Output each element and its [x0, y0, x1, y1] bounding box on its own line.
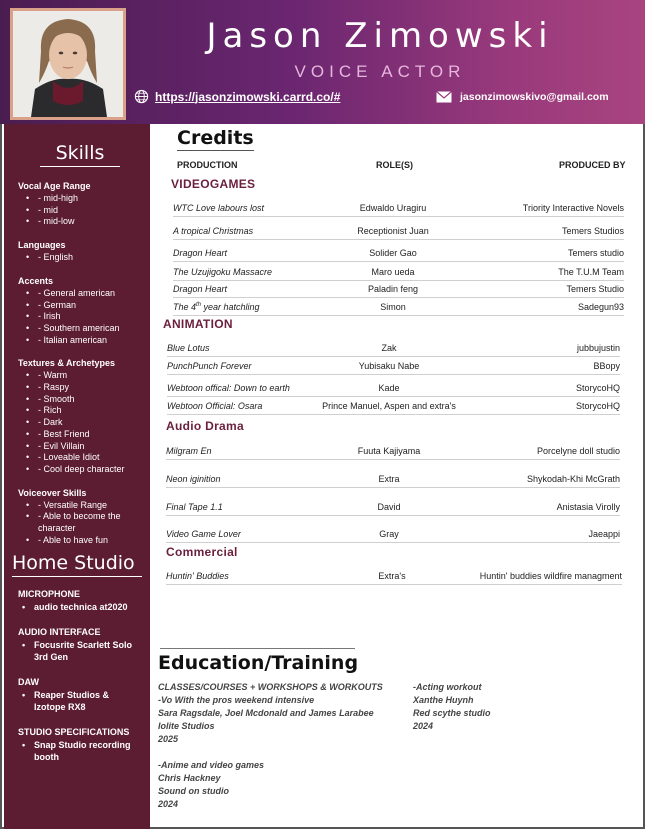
list-item: • - Irish	[18, 311, 142, 323]
list-item: • Focusrite Scarlett Solo 3rd Gen	[18, 639, 142, 663]
envelope-icon	[436, 91, 452, 103]
list-item: • - Cool deep character	[18, 464, 142, 476]
credit-production: Dragon Heart	[173, 284, 228, 294]
credit-role: Simon	[380, 302, 406, 312]
credit-category-title: Commercial	[166, 545, 238, 559]
education-line: Sound on studio	[158, 786, 229, 796]
skills-section-title: Languages	[18, 240, 66, 251]
column-header-produced-by: PRODUCED BY	[559, 160, 626, 170]
list-item: • - Able to have fun	[18, 535, 142, 547]
credit-production: A tropical Christmas	[173, 226, 254, 236]
skills-list	[18, 370, 142, 475]
header-banner	[0, 0, 645, 124]
studio-section-title: AUDIO INTERFACE	[18, 627, 101, 638]
list-item: • - Loveable Idiot	[18, 452, 142, 464]
education-left-column	[158, 681, 408, 811]
education-line: -Acting workout	[413, 682, 482, 692]
education-line: -Anime and video games	[158, 760, 265, 770]
list-item: • - Warm	[18, 370, 142, 382]
credit-role: Kade	[378, 383, 400, 393]
home-studio-title: Home Studio	[12, 552, 142, 577]
credit-produced-by: Temers Studio	[566, 284, 624, 294]
credit-production: Webtoon Official: Osara	[167, 401, 263, 411]
credit-production: Final Tape 1.1	[166, 502, 223, 512]
credit-role: Prince Manuel, Aspen and extra's	[322, 401, 456, 411]
credit-produced-by: StorycoHQ	[575, 383, 620, 393]
education-line	[158, 746, 408, 759]
column-header-production: PRODUCTION	[177, 160, 238, 170]
credit-role: Paladin feng	[367, 284, 419, 294]
credit-role: David	[377, 502, 401, 512]
credit-row	[173, 203, 624, 217]
email-address[interactable]: jasonzimowskivo@gmail.com	[460, 91, 609, 103]
credit-produced-by: The T.U.M Team	[558, 267, 624, 277]
website-link[interactable]	[134, 89, 340, 104]
list-item: • - Able to become the character	[18, 511, 142, 534]
list-item: • - mid-low	[18, 216, 142, 228]
credit-role: Zak	[381, 343, 397, 353]
credit-produced-by: jubbujustin	[576, 343, 620, 353]
skills-list	[18, 252, 142, 264]
credit-role: Fuuta Kajiyama	[357, 446, 421, 456]
credit-produced-by: Anistasia Virolly	[556, 502, 620, 512]
header-name: Jason Zimowski	[206, 16, 554, 56]
studio-list	[18, 689, 142, 713]
list-item: • - mid-high	[18, 193, 142, 205]
credit-row	[167, 343, 620, 357]
credit-produced-by: BBopy	[593, 361, 620, 371]
list-item: • - General american	[18, 288, 142, 300]
credit-role: Extra's	[378, 571, 406, 581]
credit-produced-by: Temers Studios	[561, 226, 624, 236]
list-item: • - Southern american	[18, 323, 142, 335]
list-item: • - Best Friend	[18, 429, 142, 441]
credit-row	[167, 361, 620, 375]
credit-role: Extra	[378, 474, 400, 484]
credit-row	[173, 267, 624, 281]
credit-produced-by: Porcelyne doll studio	[536, 446, 620, 456]
credit-production: Dragon Heart	[173, 248, 228, 258]
credit-category-title: VIDEOGAMES	[171, 177, 256, 191]
credit-produced-by: Jaeappi	[588, 529, 620, 539]
credit-role: Maro ueda	[371, 267, 415, 277]
credit-produced-by: Huntin' buddies wildfire managment	[479, 571, 622, 581]
credit-category-title: Audio Drama	[166, 419, 244, 433]
education-right-column	[413, 681, 613, 733]
studio-section-title: MICROPHONE	[18, 589, 81, 600]
credit-row	[166, 529, 620, 543]
list-item: • - English	[18, 252, 142, 264]
globe-icon	[134, 89, 149, 104]
credit-row	[173, 284, 624, 298]
list-item: • - mid	[18, 205, 142, 217]
profile-photo	[10, 8, 126, 120]
credit-production: Blue Lotus	[167, 343, 210, 353]
credit-produced-by: Triority Interactive Novels	[522, 203, 624, 213]
credit-produced-by: Shykodah-Khi McGrath	[526, 474, 620, 484]
credit-production: WTC Love labours lost	[173, 203, 265, 213]
portrait-image	[13, 11, 123, 117]
sidebar	[4, 124, 150, 829]
studio-list	[18, 739, 142, 763]
education-line: Xanthe Huynh	[413, 695, 474, 705]
education-line: Chris Hackney	[158, 773, 221, 783]
credit-production: Milgram En	[166, 446, 212, 456]
skills-list	[18, 193, 142, 228]
education-line: Sara Ragsdale, Joel Mcdonald and James Larabee	[158, 708, 374, 718]
credit-produced-by: StorycoHQ	[575, 401, 620, 411]
credit-row	[166, 571, 622, 585]
skills-section-title: Textures & Archetypes	[18, 358, 116, 369]
education-line: 2024	[158, 799, 179, 809]
list-item: • - Raspy	[18, 382, 142, 394]
studio-list	[18, 601, 142, 613]
education-line: CLASSES/COURSES + WORKSHOPS & WORKOUTS	[158, 682, 383, 692]
list-item: • audio technica at2020	[18, 601, 142, 613]
website-url[interactable]: https://jasonzimowski.carrd.co/#	[155, 89, 341, 104]
credit-row	[166, 474, 620, 488]
studio-section-title: STUDIO SPECIFICATIONS	[18, 727, 130, 738]
skills-section-title: Accents	[18, 275, 54, 286]
credit-production: PunchPunch Forever	[167, 361, 252, 371]
studio-section-title: DAW	[18, 677, 39, 688]
credit-role: Gray	[379, 529, 399, 539]
credit-production: The Uzujigoku Massacre	[173, 267, 273, 277]
credit-production: Video Game Lover	[166, 529, 241, 539]
header-role: VOICE ACTOR	[294, 62, 466, 81]
education-title: Education/Training	[158, 652, 359, 674]
credit-row	[166, 446, 620, 460]
credit-produced-by: Sadegun93	[577, 302, 624, 312]
education-divider	[160, 648, 355, 649]
credit-category-title: ANIMATION	[163, 317, 233, 331]
credit-row	[173, 302, 624, 316]
credit-produced-by: Temers studio	[567, 248, 624, 258]
column-header-roles: ROLE(S)	[376, 160, 413, 170]
credit-production: The 4th year hatchling	[173, 302, 260, 312]
credit-row	[173, 248, 624, 262]
credit-role: Yubisaku Nabe	[358, 361, 420, 371]
list-item: • Snap Studio recording booth	[18, 739, 142, 763]
list-item: • - Smooth	[18, 394, 142, 406]
credit-row	[166, 502, 620, 516]
list-item: • - Italian american	[18, 335, 142, 347]
skills-list	[18, 500, 142, 547]
education-line: 2025	[158, 734, 179, 744]
studio-list	[18, 639, 142, 663]
credit-row	[173, 226, 624, 240]
credit-production: Neon iginition	[166, 474, 221, 484]
list-item: • - Evil Villain	[18, 441, 142, 453]
credit-row	[167, 383, 620, 397]
credit-role: Solider Gao	[369, 248, 417, 258]
education-line: -Vo With the pros weekend intensive	[158, 695, 315, 705]
email-contact[interactable]	[436, 91, 609, 103]
credit-role: Receptionist Juan	[357, 226, 429, 236]
list-item: • - Dark	[18, 417, 142, 429]
education-line: 2024	[413, 721, 434, 731]
credit-row	[167, 401, 620, 415]
skills-title: Skills	[40, 142, 120, 167]
education-line: Iolite Studios	[158, 721, 215, 731]
list-item: • - German	[18, 300, 142, 312]
credit-production: Webtoon offical: Down to earth	[167, 383, 290, 393]
education-line: Red scythe studio	[413, 708, 491, 718]
credit-production: Huntin' Buddies	[166, 571, 229, 581]
skills-section-title: Voiceover Skills	[18, 487, 87, 498]
list-item: • - Rich	[18, 405, 142, 417]
skills-section-title: Vocal Age Range	[18, 181, 91, 191]
skills-list	[18, 288, 142, 347]
credit-role: Edwaldo Uragiru	[359, 203, 427, 213]
list-item: • - Versatile Range	[18, 500, 142, 512]
credits-title: Credits	[177, 127, 254, 149]
list-item: • Reaper Studios & Izotope RX8	[18, 689, 142, 713]
